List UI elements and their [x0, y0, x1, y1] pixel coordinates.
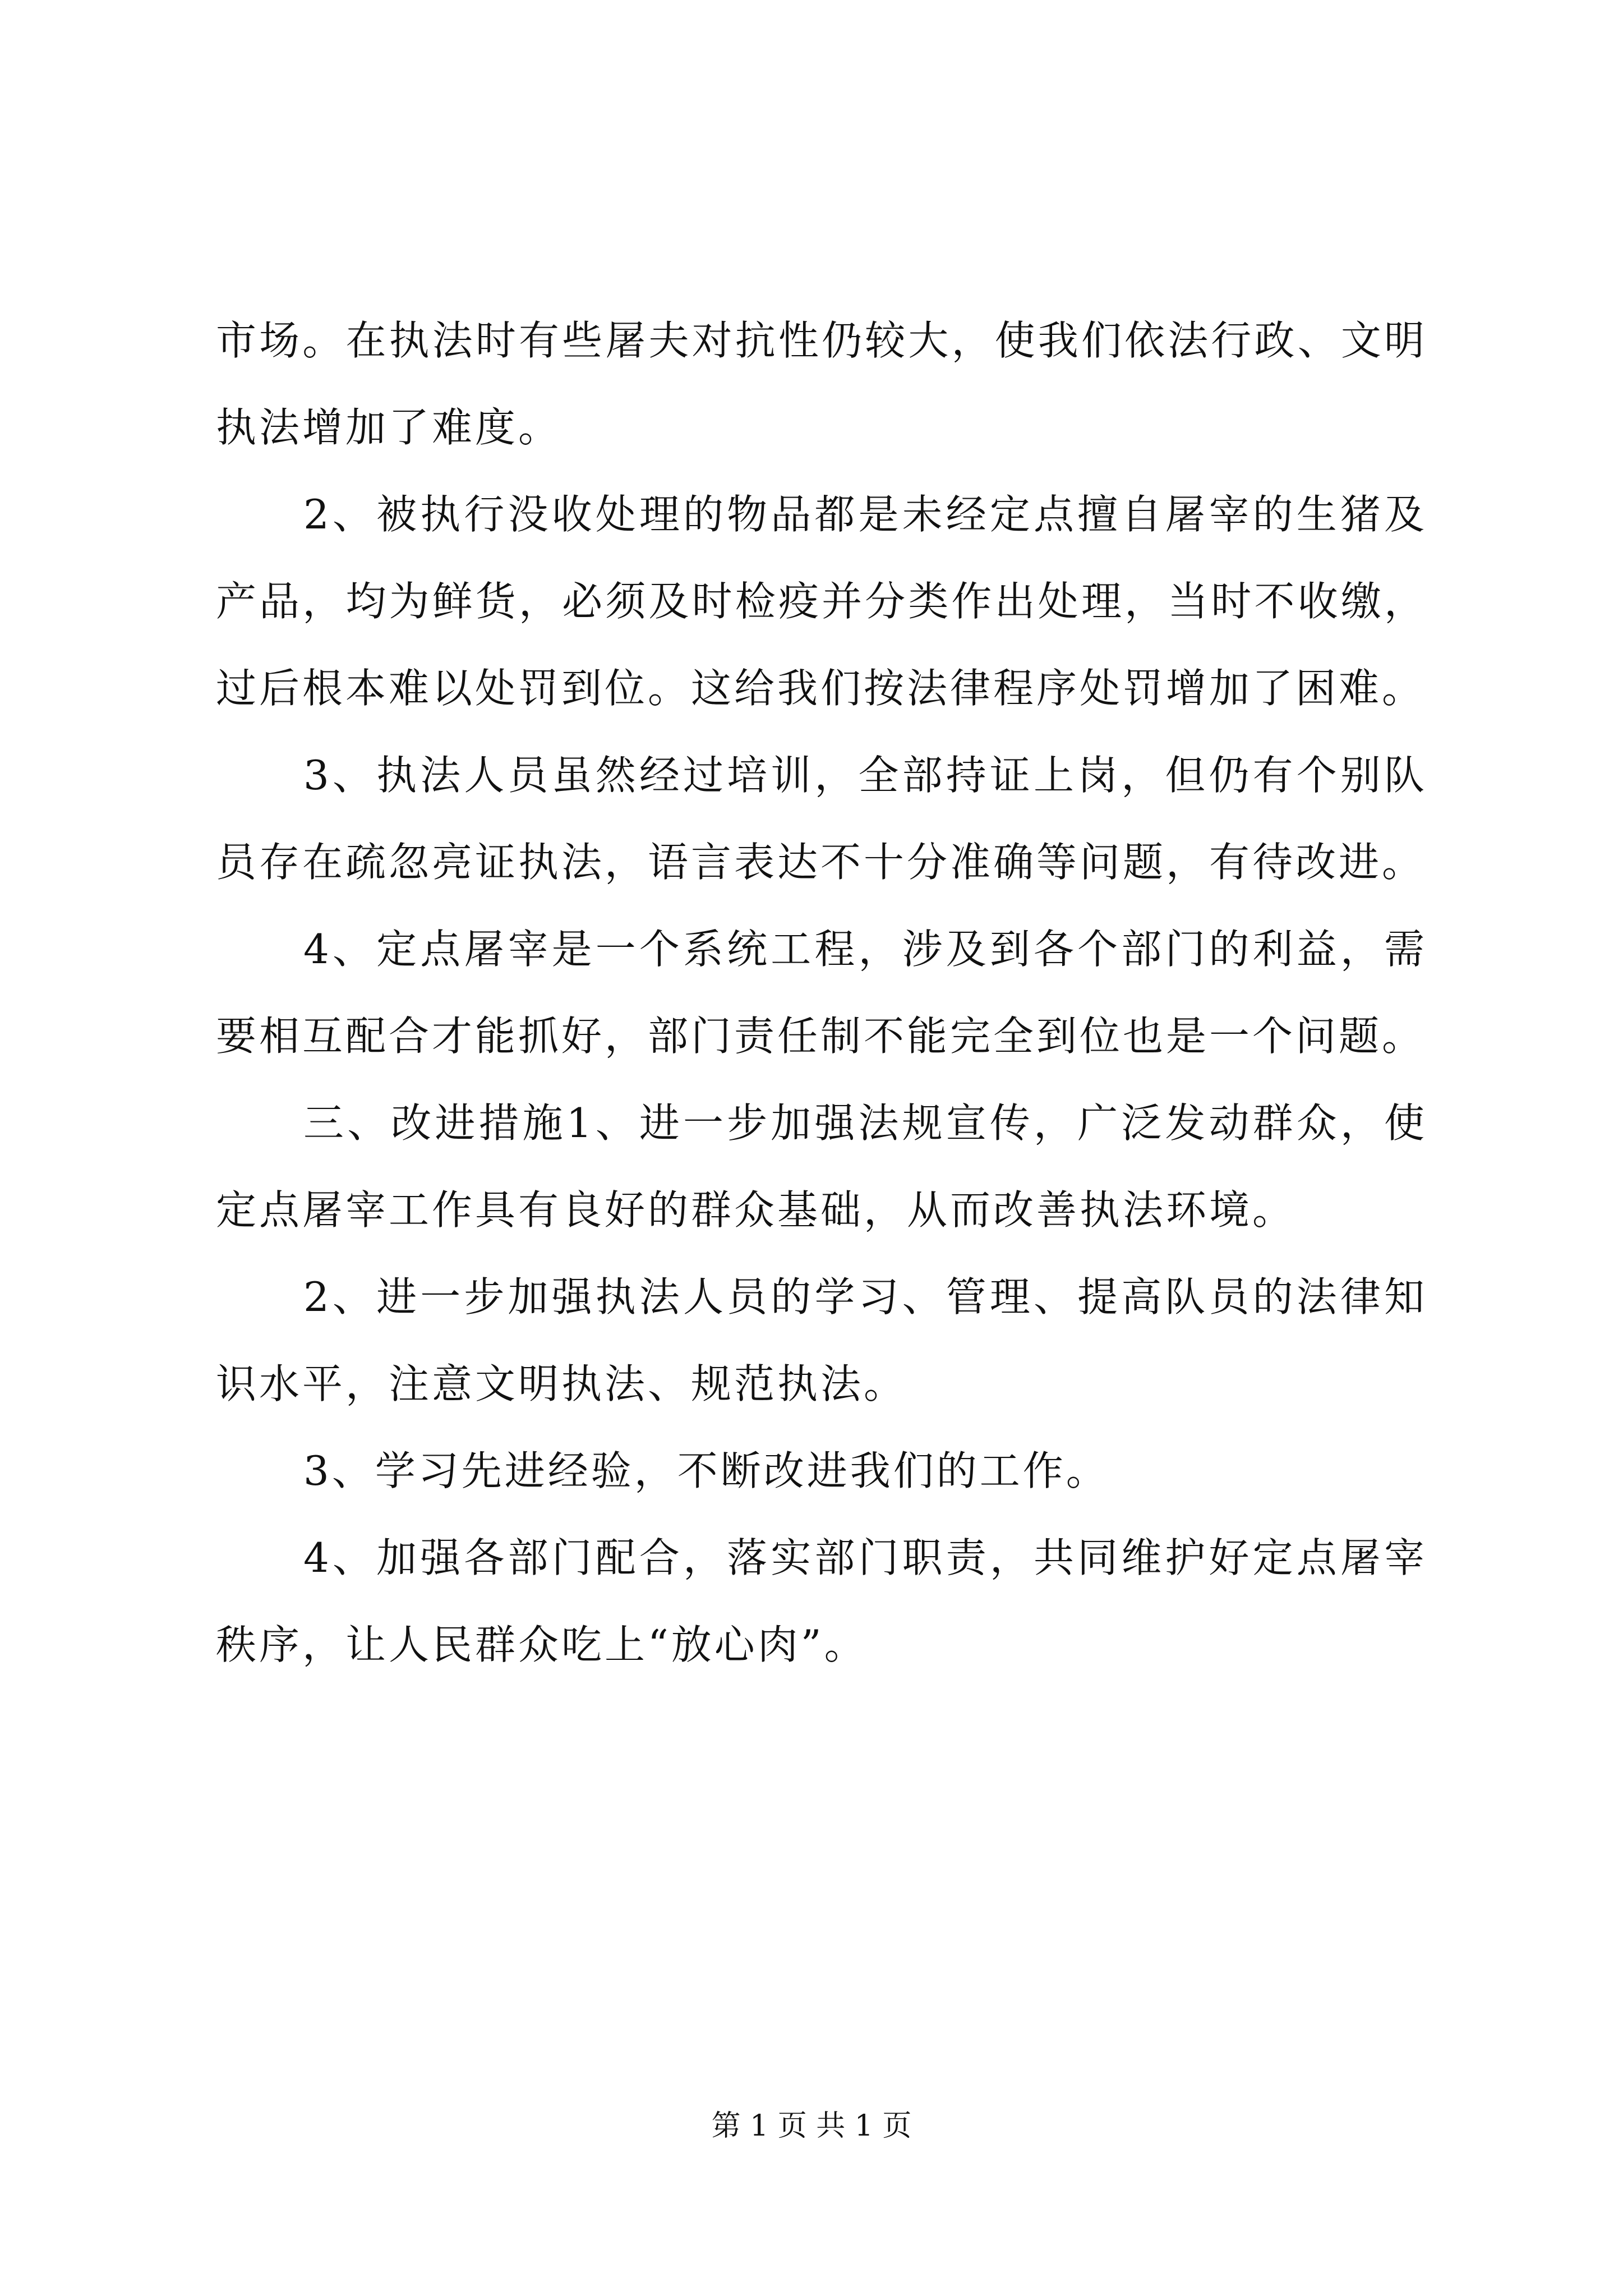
document-body — [216, 297, 1427, 1688]
paragraph: 3、执法人员虽然经过培训，全部持证上岗，但仍有个别队员存在疏忽亮证执法，语言表达不十分准确等问题，有待改进。 — [216, 752, 1427, 886]
paragraph: 2、进一步加强执法人员的学习、管理、提高队员的法律知识水平，注意文明执法、规范执法。 — [216, 1273, 1427, 1407]
page-footer: 第 1 页 共 1 页 — [711, 2109, 912, 2143]
paragraph: 市场。在执法时有些屠夫对抗性仍较大，使我们依法行政、文明执法增加了难度。 — [216, 317, 1427, 451]
paragraph: 2、被执行没收处理的物品都是未经定点擅自屠宰的生猪及产品，均为鲜货，必须及时检疫并分类作出处理，当时不收缴，过后根本难以处罚到位。这给我们按法律程序处罚增加了困难。 — [216, 491, 1427, 712]
paragraph: 4、定点屠宰是一个系统工程，涉及到各个部门的利益，需要相互配合才能抓好，部门责任制不能完全到位也是一个问题。 — [216, 926, 1427, 1060]
paragraph: 4、加强各部门配合，落实部门职责，共同维护好定点屠宰秩序，让人民群众吃上“放心肉”。 — [216, 1534, 1427, 1668]
paragraph: 3、学习先进经验，不断改进我们的工作。 — [303, 1447, 1109, 1494]
paragraph: 三、改进措施1、进一步加强法规宣传，广泛发动群众，使定点屠宰工作具有良好的群众基础，从而改善执法环境。 — [216, 1099, 1427, 1234]
